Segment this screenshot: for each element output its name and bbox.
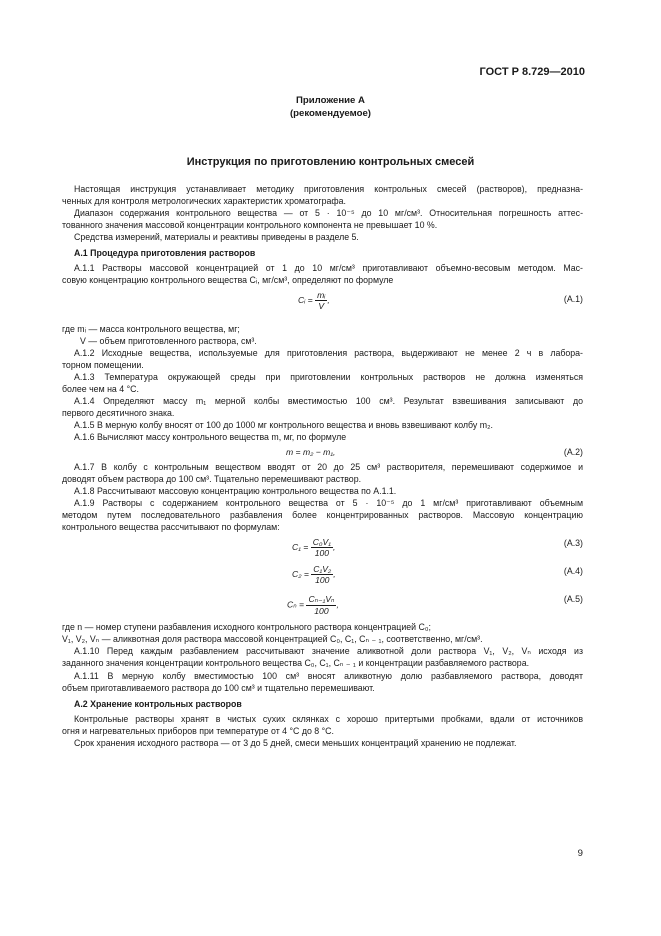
intro-line-5: Средства измерений, материалы и реактивы приведены в разделе 5. [74, 232, 359, 242]
where1-line-2: V — объем приготовленного раствора, см³. [80, 336, 257, 346]
where2-line-1: где n — номер ступени разбавления исходного контрольного раствора концентрацией C₀; [62, 622, 431, 632]
formula-a3-number: (А.3) [563, 538, 583, 548]
section-a2-heading: А.2 Хранение контрольных растворов [74, 699, 242, 709]
formula-a2-number: (А.2) [563, 447, 583, 457]
formula-a3: C₁ = $\frac{\text{C₀V₁}}{100}$ , [292, 537, 336, 558]
a11-line-2: совую концентрацию контрольного вещества Cᵢ, мг/см³, определяют по формуле [62, 275, 394, 285]
a19-line-3: контрольного вещества рассчитывают по формулам: [62, 522, 280, 532]
a110-line-1: А.1.10 Перед каждым разбавлением рассчитывают значение аликвотной доли раствора V₁, V₂, Vₙ исходя из [74, 646, 583, 656]
a13-line-2: более чем на 4 °С. [62, 384, 139, 394]
a111-line-1: А.1.11 В мерную колбу вместимостью 100 см³ вносят аликвотную долю разбавляемого раствора, доводят [74, 671, 583, 681]
a110-line-2: заданного значения концентрации контрольного вещества C₀, C₁, Cₙ ₋ ₁ и концентрации разбавляемого раствора. [62, 658, 530, 668]
a11-line-1: А.1.1 Растворы массовой концентрацией от 1 до 10 мг/см³ приготавливают объемно-весовым методом. Мас- [74, 263, 583, 273]
a19-line-2: методом путем последовательного разбавления более концентрированных растворов. Массовую концентрацию [62, 510, 583, 520]
a15-line: А.1.5 В мерную колбу вносят от 100 до 1000 мг контрольного вещества и вновь взвешивают колбу m₂. [74, 420, 493, 430]
page-number: 9 [577, 848, 583, 859]
section-a1-heading: А.1 Процедура приготовления растворов [74, 248, 256, 258]
a16-line: А.1.6 Вычисляют массу контрольного вещества m, мг, по формуле [74, 432, 347, 442]
formula-a2: m = m₂ − m₁, [286, 447, 336, 457]
a17-line-1: А.1.7 В колбу с контрольным веществом вводят от 20 до 25 см³ растворителя, перемешивают содержимое и [74, 462, 583, 472]
a2-line-2: огня и нагревательных приборов при температуре от 4 °С до 8 °С. [62, 726, 334, 736]
document-title: Инструкция по приготовлению контрольных смесей [186, 156, 475, 168]
formula-a1: Cᵢ = $\frac{\text{mᵢ}}{V}$ , [298, 290, 330, 311]
formula-a4-number: (А.4) [563, 566, 583, 576]
formula-a5-number: (А.5) [563, 594, 583, 604]
a2-line-1: Контрольные растворы хранят в чистых сухих склянках с хорошо притертыми пробками, вдали от источников [74, 714, 583, 724]
a19-line-1: А.1.9 Растворы с содержанием контрольного вещества от 5 · 10⁻⁵ до 1 мг/см³ приготавливают объемным [74, 498, 583, 508]
appendix-status: (рекомендуемое) [289, 108, 371, 119]
appendix-title: Приложение А [296, 95, 365, 106]
a14-line-2: первого десятичного знака. [62, 408, 175, 418]
intro-line-2: ченных для контроля метрологических характеристик хроматографа. [62, 196, 346, 206]
a2-line-3: Срок хранения исходного раствора — от 3 до 5 дней, смеси меньших концентраций хранению не подлежат. [74, 738, 517, 748]
a111-line-2: объем приготавливаемого раствора до 100 см³ и тщательно перемешивают. [62, 683, 375, 693]
a12-line-2: торном помещении. [62, 360, 144, 370]
a12-line-1: А.1.2 Исходные вещества, используемые для приготовления раствора, выдерживают не менее 2 ч в лабора- [74, 348, 583, 358]
intro-line-1: Настоящая инструкция устанавливает методику приготовления контрольных смесей (растворов), предназна- [74, 184, 583, 194]
where1-line-1: где mᵢ — масса контрольного вещества, мг; [62, 324, 240, 334]
a17-line-2: доводят объем раствора до 100 см³. Тщательно перемешивают раствор. [62, 474, 362, 484]
a14-line-1: А.1.4 Определяют массу m₁ мерной колбы вместимостью 100 см³. Результат взвешивания записывают до [74, 396, 583, 406]
intro-line-3: Диапазон содержания контрольного вещества — от 5 · 10⁻⁵ до 10 мг/см³. Относительная погрешность аттес- [74, 208, 583, 218]
a18-line: А.1.8 Рассчитывают массовую концентрацию контрольного вещества по А.1.1. [74, 486, 397, 496]
formula-a4: C₂ = $\frac{\text{C₁V₂}}{100}$ , [292, 564, 336, 585]
intro-line-4: тованного значения массовой концентрации контрольного компонента не превышает 10 %. [62, 220, 438, 230]
formula-a1-number: (А.1) [563, 294, 583, 304]
a13-line-1: А.1.3 Температура окружающей среды при приготовлении контрольных растворов не должна изменяться [74, 372, 583, 382]
formula-a5: Cₙ = $\frac{\text{Cₙ₋₁Vₙ}}{100}$ , [287, 594, 339, 616]
where2-line-2: V₁, V₂, Vₙ — аликвотная доля раствора массовой концентрацией C₀, C₁, Cₙ ₋ ₁, соответственно, мг/см³. [62, 634, 483, 644]
standard-code: ГОСТ Р 8.729—2010 [479, 66, 585, 78]
